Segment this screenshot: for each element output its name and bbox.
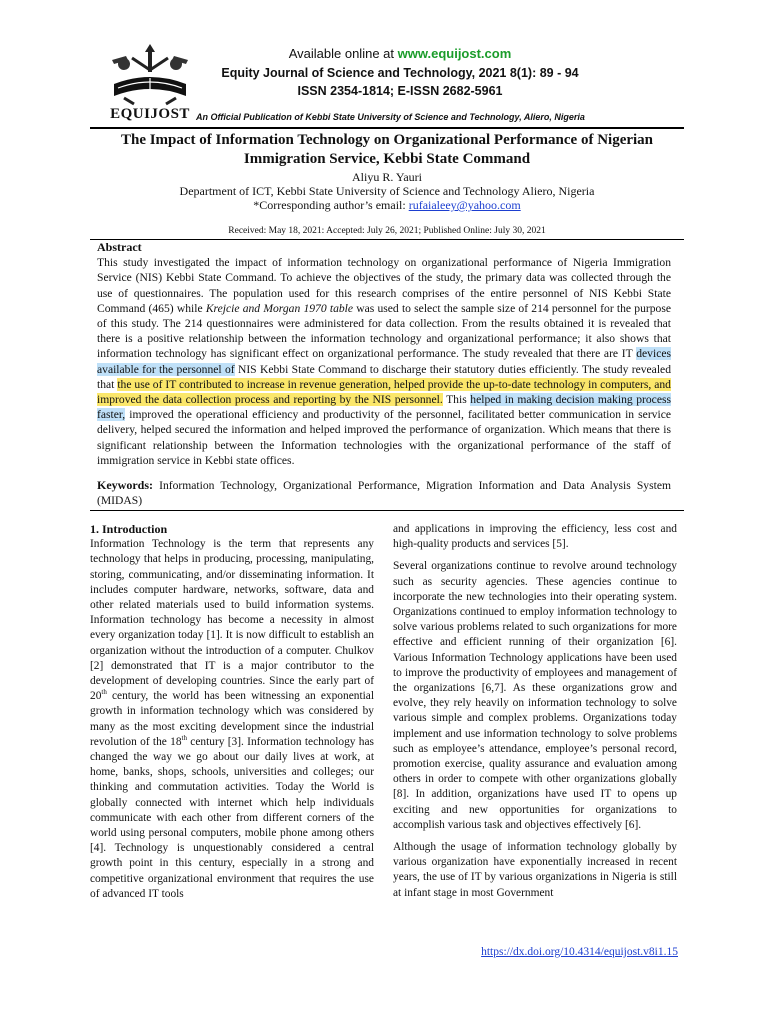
abstract-italic-ref: Krejcie and Morgan 1970 table: [205, 301, 354, 315]
abstract-text-part: improved the operational efficiency and productivity of the personnel, facilitated better communication in service delivery, helped secured the information and helped improved the performance of organization. Which means that there is significant relationship between the Information technologies with the organizational performance of the staff of immigration service in Kebbi state offices.: [97, 408, 671, 467]
corr-email-link[interactable]: rufaialeey@yahoo.com: [408, 198, 521, 212]
intro-paragraph: [90, 537, 374, 902]
keywords: [97, 478, 671, 508]
highlight-blue-2: helped in making decision making process faster,: [97, 393, 672, 422]
available-prefix: Available online at: [288, 46, 398, 61]
highlight-yellow: the use of IT contributed to increase in revenue generation, helped provide the up-to-date technology in computers, and improved the data collection process and reporting by the NIS personnel.: [97, 377, 671, 407]
author-affiliation: Department of ICT, Kebbi State University of Science and Technology Aliero, Nigeria: [179, 184, 595, 198]
book-compass-icon: [104, 40, 196, 106]
right-paragraph-3: Although the usage of information technology globally by various organization have exponentially increased in recent years, the use of IT by various organizations in Nigeria is still at infant stage in most Government: [393, 841, 677, 899]
availability-line: [200, 46, 600, 61]
abstract-block: [97, 240, 671, 468]
highlight-blue-1: devices available for the personnel of: [97, 347, 671, 376]
intro-text-part: century, the world has been witnessing an exponential growth in information technology which was considered by many as the most exciting development since the industrial revolution of the 18: [90, 690, 374, 748]
left-column: [90, 522, 374, 909]
intro-text-part: century [3]. Information technology has changed the way we go about our daily lives at work, at home, banks, shops, schools, universities and colleges; our thinking and commutation activities. Today the World is globally connected with internet which help individuals communicate with each other from different corners of the world using personal computers, mobile phone among others [4]. Technology is unquestionably considered a central growth point in this century, especially in a strong and competitive organizational environment that requires the use of advanced IT tools: [90, 735, 374, 900]
abstract-text-part: This study investigated the impact of information technology on organizational performance of Nigeria Immigration Service (NIS) Kebbi State Command. To achieve the objectives of the study, the primary data was collected through the use of questionnaires. The population used for this research comprises of the entire personnel of NIS Kebbi State Command (465) while: [97, 256, 671, 315]
header-rule: [90, 127, 684, 129]
abstract-text-part: NIS Kebbi State Command to discharge their statutory duties efficiently. The study revealed that: [97, 362, 671, 391]
keywords-text: Information Technology, Organizational Performance, Migration Information and Data Analysis System (MIDAS): [97, 479, 671, 507]
abstract-heading: Abstract: [97, 240, 142, 254]
doi-link[interactable]: https://dx.doi.org/10.4314/equijost.v8i1.15: [481, 946, 678, 958]
journal-logo: [104, 40, 196, 122]
title-line-1: The Impact of Information Technology on Organizational Performance of Nigerian: [120, 132, 654, 148]
journal-site-link[interactable]: www.equijost.com: [397, 46, 512, 61]
abstract-text-part: was used to select the sample size of 214 personnel for the purpose of this study. The 214 questionnaires were administered for data collection. From the results obtained it is revealed that there is a positive relationship between the information technology and organizational performance; it also shows that information technology has significant effect on organizational performance. The study revealed that there are IT: [97, 301, 671, 361]
logo-wordmark: EQUIJOST: [110, 106, 190, 122]
journal-citation: Equity Journal of Science and Technology, 2021 8(1): 89 - 94: [221, 66, 579, 80]
abstract-rule: [90, 510, 684, 511]
publication-dates: Received: May 18, 2021: Accepted: July 26, 2021; Published Online: July 30, 2021: [228, 226, 546, 236]
keywords-label: Keywords:: [97, 478, 153, 492]
corr-prefix: *Corresponding author’s email:: [253, 198, 409, 212]
corresponding-author: [90, 198, 684, 213]
abstract-text: [97, 255, 671, 468]
section-heading-introduction: 1. Introduction: [90, 522, 168, 536]
right-paragraph-2: Several organizations continue to revolve around technology such as security agencies. These agencies continue to incorporate the new technologies into their operating system. Organizations continued to employ information technology to solve various problems related to such organizations for more effective and efficient running of their organization [6]. Various Information Technology applications have been used to improve the productivity of employees and management of the organizations [6,7]. As these organizations grow and evolve, they rely heavily on information technology to solve various simple and complex problems. Organizations today implement and use information technology to solve problems such as employee’s attendance, employee’s personal record, promotion exercise, quality assurance and evaluation among others in order to compete with other organizations globally [8]. In addition, organizations have used IT to opens up exciting and new opportunities for organizations to accomplish various task and objectives effectively [6].: [393, 560, 677, 831]
author-name: Aliyu R. Yauri: [351, 170, 422, 184]
journal-issn: ISSN 2354-1814; E-ISSN 2682-5961: [297, 84, 503, 98]
right-column: [393, 522, 677, 908]
superscript: th: [101, 688, 107, 697]
superscript: th: [181, 734, 187, 743]
paper-title: [90, 131, 684, 169]
right-paragraph-1: and applications in improving the efficiency, less cost and high-quality products and services [5].: [393, 523, 677, 551]
abstract-text-part: This: [442, 393, 471, 407]
official-publication-line: An Official Publication of Kebbi State University of Science and Technology, Aliero, Nigeria: [196, 112, 585, 122]
title-line-2: Immigration Service, Kebbi State Command: [243, 151, 531, 167]
intro-text-part: Information Technology is the term that represents any technology that helps in producing, processing, manipulating, storing, communicating, and/or disseminating information. It includes computer hardware, networks, software, data and other related materials used to build information systems. Information technology has become a necessity in almost every organization today [1]. It is now difficult to establish an organization without the introduction of a computer. Chulkov [2] demonstrated that IT is a major contributor to the development of developing countries. Since the early part of 20: [90, 538, 374, 703]
